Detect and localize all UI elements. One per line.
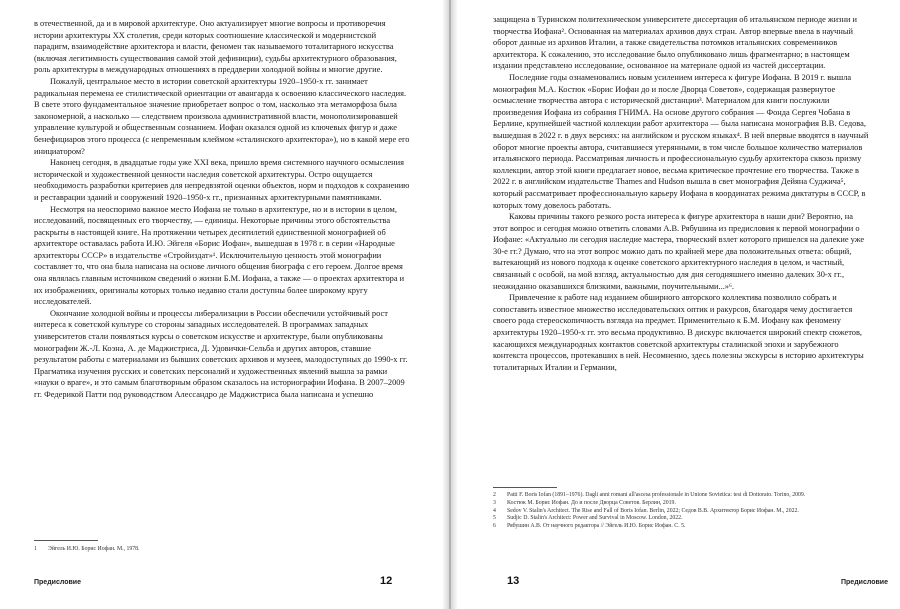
footnote — [493, 500, 873, 508]
footnote-number: 6 — [493, 523, 496, 530]
paragraph: Пожалуй, центральное место в истории советской архитектуры 1920–1950-х гг. занимает радикальная перемена ее стилистической ориентации от авангарда к освоению классического наследия. В свете этого фундаментальное значение приобретает вопрос о том, насколько эта метаморфоза была закономерной, а насколько — следствием произвола административной власти, монополизировавшей управление культурой и общественным сознанием. Иофан оказался одной из ключевых фигур и даже бенефициаров этого процесса (с непременным клеймом «сталинского архитектора»), но в какой мере его инициатором? — [34, 76, 410, 156]
paragraph: Окончание холодной войны и процессы либерализации в России обеспечили устойчивый рост интереса к советской культуре со стороны западных исследователей. В программах западных университетов стали появляться курсы о советском искусстве и архитектуре, были опубликованы монографии Ж.-Л. Коэна, А. де Маджистриса, Д. Удовички-Сельба и других авторов, ставшие результатом работы с материалами из бывших советских архивов и музеев, малодоступных до 1990-х гг. Прагматика изучения русских и советских персоналий и художественных явлений вышла за рамки «науки о враге», и это самым благотворным образом сказалось на историографии Иофана. В 2007–2009 гг. Федерикой Патти под руководством Алессандро де Маджистриса была написана и успешно — [34, 308, 408, 399]
page-number: 12 — [380, 575, 393, 587]
footnote-divider — [34, 540, 98, 541]
paragraph: Каковы причины такого резкого роста интереса к фигуре архитектора в наши дни? Вероятно, на этот вопрос и сегодня можно ответить словами А.В. Рябушина из предисловия к первой монографии о Иофане: «Актуально ли сегодня наследие мастера, творческий взлет которого пришелся на далекие уже 30-е гг.? Думаю, что на этот вопрос можно дать по крайней мере два положительных ответа: общий, вытекающий из нового подхода к оценке советского архитектурного наследия в целом, и частный, связанный с особой, на мой взгляд, актуальностью для дня сегодняшнего именно далеких 30-х гг., неожиданно оказавшихся близкими, важными, поучительными...»⁶. — [493, 212, 865, 291]
paragraph: защищена в Туринском политехническом университете диссертация об итальянском периоде жизни и творчества Иофана². Основанная на материалах архивов двух стран. Автор впервые ввела в научный оборот данные из архивов Италии, а также свидетельства потомков итальянских современников архитектора. К сожалению, это исследование было опубликовано лишь фрагментарно; в настоящем издании представлено исследование, основанное на материале одной из частей диссертации. — [493, 15, 858, 71]
paragraph: Наконец сегодня, в двадцатые годы уже XXI века, пришло время системного научного осмысления исторической и художественной ценности наследия советской архитектуры. Остро ощущается необходимость разработки критериев для непредвзятой оценки объектов, норм и подходов к сохранению и реставрации зданий и сооружений 1920–1950-х гг., признанных архитектурными памятниками. — [34, 158, 410, 202]
footnote-text: Sedov V. Stalin's Architect. The Rise and Fall of Boris Iofan. Berlin, 2022; Седов В.В. Архитектор Борис Иофан. М., 2022. — [507, 507, 799, 514]
paragraph: Привлечение к работе над изданием обширного авторского коллектива позволило собрать и сопоставить известное множество исследовательских оптик и ракурсов, благодаря чему достигается своего рода стереоскопичность взгляда на предмет. Применительно к Б.М. Иофану как феномену архитектуры 1920–1950-х гг. это весьма продуктивно. В дискурс включается широкий спектр сюжетов, касающихся международных контактов советской архитектуры сталинской эпохи и зарубежного контекста процессов, протекавших в ней. Несомненно, здесь полезны экскурсы в историю архитектуры тоталитарных Италии и Германии, — [493, 293, 864, 372]
footnote-number: 4 — [493, 507, 496, 514]
paragraph: Последние годы ознаменовались новым усилением интереса к фигуре Иофана. В 2019 г. вышла монография М.А. Костюк «Борис Иофан до и после Дворца Советов», содержащая развернутое осмысление творчества автора с исторической дистанции³. Материалом для книги послужили произведения Иофана из собрания ГНИМА. На основе другого собрания — Фонда Сергея Чобана в Берлине, крупнейшей частной коллекции работ архитектора — была написана монография В.В. Седова, вышедшая в 2022 г. в двух версиях: на английском и русском языках⁴. В ней впервые вводятся в научный оборот многие проекты автора, считавшиеся утерянными, в том числе большое количество материалов итальянского периода. Рассматривая личность и профессиональную судьбу архитектора сквозь призму коллекции, автор этой книги предлагает новое, весьма критическое прочтение его творчества. Также в 2022 г. в английском издательстве Thames and Hudson вышла в свет монография Дейяна Суджича⁵, который рассматривает профессиональную карьеру Иофана в координатах режима диктатуры в СССР, в которых тому довелось работать. — [493, 72, 869, 210]
paragraph: в отечественной, да и в мировой архитектуре. Оно актуализирует многие вопросы и противоречия истории архитектуры XX столетия, среди которых соотношение классической и модернистской парадигм, взаимодействие архитектора и власти, феномен так называемого тоталитарного искусства (включая легитимность существования самой этой дефиниции), судьбы архитектурного образования, роль архитектуры в международных отношениях в преддверии холодной войны и многие другие. — [34, 19, 397, 75]
footnote-text: Костюк М. Борис Иофан. До и после Дворца Советов. Берлин, 2019. — [507, 499, 676, 506]
left-body-text — [34, 18, 410, 401]
footnote-divider — [493, 487, 557, 488]
left-footnotes — [34, 546, 414, 554]
footnote-number: 5 — [493, 515, 496, 522]
right-page — [451, 0, 900, 609]
footnote — [34, 546, 414, 554]
footnote-text: Рябушин А.В. От научного редактора // Эйгель И.Ю. Борис Иофан. С. 5. — [507, 523, 686, 530]
footnote-text: Patti F. Boris Iofan (1891–1976). Dagli anni romani all'ascesa professionale in Unione Sovietica: tesi di Dottorato. Torino, 2009. — [507, 492, 806, 498]
right-footnotes — [493, 492, 873, 531]
book-spine-shadow — [442, 0, 458, 609]
left-page — [0, 0, 449, 609]
right-body-text — [493, 14, 869, 373]
footnote-number: 3 — [493, 499, 496, 506]
page-number: 13 — [507, 575, 520, 587]
footnote-text: Sudjic D. Stalin's Architect: Power and Survival in Moscow. London, 2022. — [507, 515, 683, 522]
footnote-number: 2 — [493, 492, 496, 498]
footnote — [493, 492, 873, 500]
running-footer-label: Предисловие — [841, 579, 888, 586]
paragraph: Несмотря на неоспоримо важное место Иофана не только в архитектуре, но и в истории в целом, исследований, посвященных его творчеству, — единицы. Некоторые причины этого обстоятельства раскрыты в настоящей книге. На протяжении четырех десятилетий единственной монографией об архитекторе оставалась работа И.Ю. Эйгеля «Борис Иофан», вышедшая в 1978 г. в серии «Народные архитекторы СССР» в издательстве «Стройиздат»¹. Исключительную ценность этой монографии составляет то, что она была написана на основе личного общения биографа с его героем. Долгое время она являлась главным источником сведений о жизни Б.М. Иофана, а также — о проектах архитектора и их изображениях, оригиналы которых только недавно стали доступны более широкому кругу исследователей. — [34, 204, 405, 307]
footnote — [493, 523, 873, 531]
footnote-number: 1 — [34, 546, 37, 552]
footnote — [493, 508, 873, 516]
running-footer-label: Предисловие — [34, 579, 81, 586]
footnote-text: Эйгель И.Ю. Борис Иофан. М., 1978. — [48, 546, 140, 552]
